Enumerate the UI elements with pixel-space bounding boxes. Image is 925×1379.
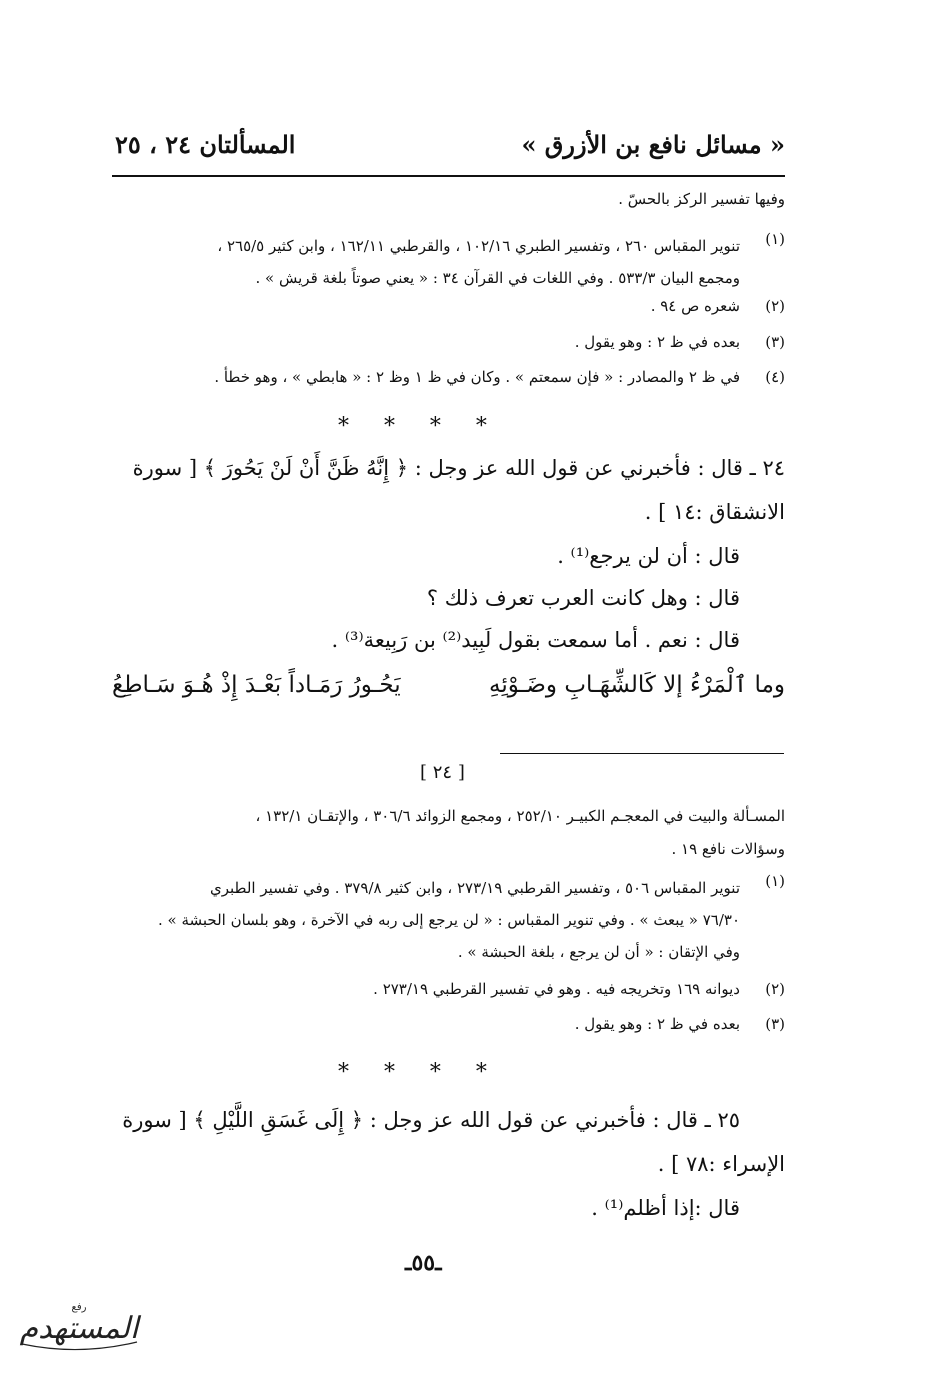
question-24-line-1: ٢٤ ـ قال : فأخبرني عن قول الله عز وجل : ﴿ إِنَّهُ ظَنَّ أَنْ لَنْ يَحُورَ ﴾ [ سورة [132, 456, 785, 480]
footnote-number: (٣) [765, 333, 785, 351]
section-label: [ ٢٤ ] [420, 762, 465, 783]
footnote-line: ديوانه ١٦٩ وتخريجه فيه . وهو في تفسير القرطبي ٢٧٣/١٩ . [373, 980, 740, 998]
question-24-line-2: الانشقاق :١٤ ] . [644, 500, 785, 524]
footnote-number: (١) [765, 230, 785, 248]
footnote-separator [500, 753, 784, 754]
verse-first-hemistich: وما ٱلْمَرْءُ إلا كَالشِّهَـابِ وضَـوْئِهِ [489, 672, 785, 698]
answer-24-3: قال : نعم . أما سمعت بقول لَبِيد⁽²⁾ بن رَبِيعة⁽³⁾ . [331, 628, 740, 652]
page-number: ـ٥٥ـ [405, 1250, 442, 1276]
footnote-line: بعده في ظ ٢ : وهو يقول . [574, 333, 740, 351]
verse-second-hemistich: يَحُـورُ رَمَـاداً بَعْـدَ إِذْ هُـوَ سَـاطِعُ [112, 672, 401, 698]
section-divider-stars: * * * * [338, 414, 487, 439]
footnote-number: (٢) [765, 297, 785, 315]
stamp-text: المستهدم [19, 1311, 139, 1346]
footnote-number: (٤) [765, 368, 785, 386]
footnote-line: في ظ ٢ والمصادر : « فإن سمعتم » . وكان في ظ ١ وظ ٢ : « هابطي » ، وهو خطأ . [214, 368, 740, 386]
footnote-lead: وفيها تفسير الركز بالحسّ . [618, 190, 785, 208]
footnote-number: (٢) [765, 980, 785, 998]
running-header-pages: المسألتان ٢٤ ، ٢٥ [115, 130, 296, 159]
footnote-line: تنوير المقباس ٥٠٦ ، وتفسير القرطبي ٢٧٣/١٩ ، وابن كثير ٣٧٩/٨ . وفي تفسير الطبري [209, 879, 740, 897]
question-25-line-2: الإسراء :٧٨ ] . [657, 1152, 785, 1176]
bottom-footnote-lead [112, 800, 785, 866]
section-divider-stars: * * * * [338, 1060, 487, 1085]
running-header-title: « مسائل نافع بن الأزرق » [521, 130, 785, 159]
answer-24-1: قال : أن لن يرجع⁽¹⁾ . [557, 544, 740, 568]
footnote-line: شعره ص ٩٤ . [650, 297, 740, 315]
stamp-small-text: رفع [71, 1302, 87, 1313]
footnote-line: وسؤالات نافع ١٩ . [671, 840, 785, 858]
answer-25-1: قال :إذا أظلم⁽¹⁾ . [591, 1196, 740, 1220]
answer-24-2: قال : وهل كانت العرب تعرف ذلك ؟ [426, 586, 740, 610]
footnote-number: (٣) [765, 1015, 785, 1033]
footnote-number: (١) [765, 872, 785, 890]
library-stamp-logo [12, 1298, 147, 1356]
header-rule [112, 175, 785, 177]
question-25-line-1: ٢٥ ـ قال : فأخبرني عن قول الله عز وجل : ﴿ إِلَى غَسَقِ اللَّيْلِ ﴾ [ سورة [122, 1108, 740, 1132]
footnote-line: ومجمع البيان ٥٣٣/٣ . وفي اللغات في القرآن ٣٤ : « يعني صوتاً بلغة قريش » . [255, 269, 740, 287]
bottom-footnote-1 [112, 872, 785, 972]
footnote-1 [112, 230, 785, 300]
footnote-line: بعده في ظ ٢ : وهو يقول . [574, 1015, 740, 1033]
footnote-line: المسـألة والبيت في المعجـم الكبيـر ٢٥٢/١٠ ، ومجمع الزوائد ٣٠٦/٦ ، والإتقـان ١٣٢/١ ، [255, 807, 785, 825]
footnote-line: ٧٦/٣٠ « يبعث » . وفي تنوير المقباس : « لن يرجع إلى ربه في الآخرة ، وهو بلسان الحبشة » . [157, 911, 740, 929]
footnote-line: وفي الإتقان : « أن لن يرجع ، بلغة الحبشة » . [457, 943, 740, 961]
footnote-line: تنوير المقباس ٢٦٠ ، وتفسير الطبري ١٠٢/١٦ ، والقرطبي ١٦٢/١١ ، وابن كثير ٢٦٥/٥ ، [217, 237, 740, 255]
